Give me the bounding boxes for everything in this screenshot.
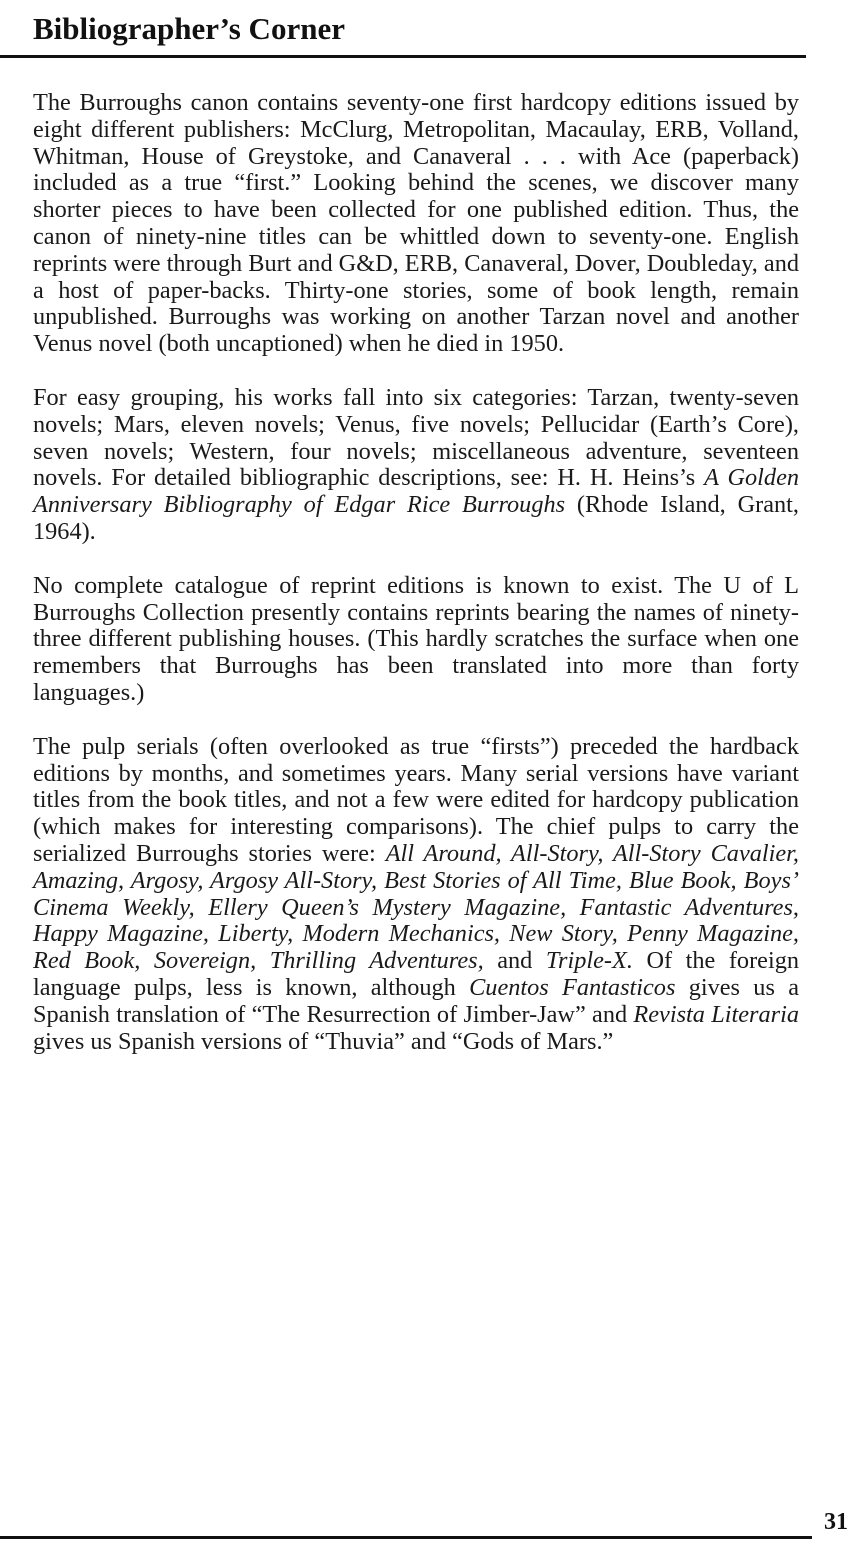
paragraph-text: (Rhode Island, Grant, 1964). xyxy=(33,491,799,545)
paragraph-text: gives us Spanish versions of “Thuvia” and “Gods of Mars.” xyxy=(33,1027,614,1055)
paragraph-canon: The Burroughs canon contains seventy-one first hardcopy editions issued by eight different publishers: McClurg, Metropolitan, Macaulay, ERB, Volland, Whitman, House of Greystoke, and Canaveral . . . with Ace (paperback) included as a true “first.” Looking behind the scenes, we discover many shorter pieces to have been collected for one published edition. Thus, the canon of ninety-nine titles can be whittled down to seventy-one. English reprints were through Burt and G&D, ERB, Canaveral, Dover, Doubleday, and a host of paper-backs. Thirty-one stories, some of book length, remain unpublished. Burroughs was working on another Tarzan novel and another Venus novel (both uncaptioned) when he died in 1950. xyxy=(33,89,799,358)
bottom-rule xyxy=(0,1536,812,1539)
book-title: A Golden Anniversary Bibliography of Edgar Rice Burroughs xyxy=(33,464,799,519)
pulp-title: Revista Literaria xyxy=(633,1000,799,1028)
paragraph-pulps xyxy=(33,734,799,1056)
page-number: 31 xyxy=(824,1509,848,1535)
paragraph-categories xyxy=(33,385,799,546)
top-rule xyxy=(0,55,806,58)
paragraph-text: gives us a Spanish translation of “The Resurrection of Jimber-Jaw” and xyxy=(33,973,799,1028)
paragraph-reprints: No complete catalogue of reprint editions is known to exist. The U of L Burroughs Collection presently contains reprints bearing the names of ninety-three different publishing houses. (This hardly scratches the surface when one remembers that Burroughs has been translated into more than forty languages.) xyxy=(33,571,799,706)
paragraph-text: Of the foreign language pulps, less is known, although xyxy=(33,947,800,1001)
pulp-title: Cuentos Fantasticos xyxy=(469,973,676,1001)
section-heading: Bibliographer’s Corner xyxy=(33,11,345,46)
article-body xyxy=(33,90,799,1082)
pulp-title: Triple-X. xyxy=(545,947,633,975)
paragraph-text: The pulp serials (often overlooked as true “firsts”) preceded the hardback editions by months, and sometimes years. Many serial versions have variant titles from the book titles, and not a few were edited for hardcopy publication (which makes for interesting comparisons). The chief pulps to carry the serialized Burroughs stories were: xyxy=(33,732,799,867)
pulp-list: All Around, All-Story, All-Story Cavalier, Amazing, Argosy, Argosy All-Story, Best Stories of All Time, Blue Book, Boys’ Cinema Weekly, Ellery Queen’s Mystery Magazine, Fantastic Adventures, Happy Magazine, Liberty, Modern Mechanics, New Story, Penny Magazine, Red Book, Sovereign, Thrilling Adventures, xyxy=(33,839,800,975)
paragraph-text: For easy grouping, his works fall into six categories: Tarzan, twenty-seven novels; Mars, eleven novels; Venus, five novels; Pellucidar (Earth’s Core), seven novels; Western, four novels; miscellaneous adventure, seventeen novels. For detailed bibliographic descriptions, see: H. H. Heins’s xyxy=(33,383,799,492)
paragraph-text: and xyxy=(483,947,546,975)
